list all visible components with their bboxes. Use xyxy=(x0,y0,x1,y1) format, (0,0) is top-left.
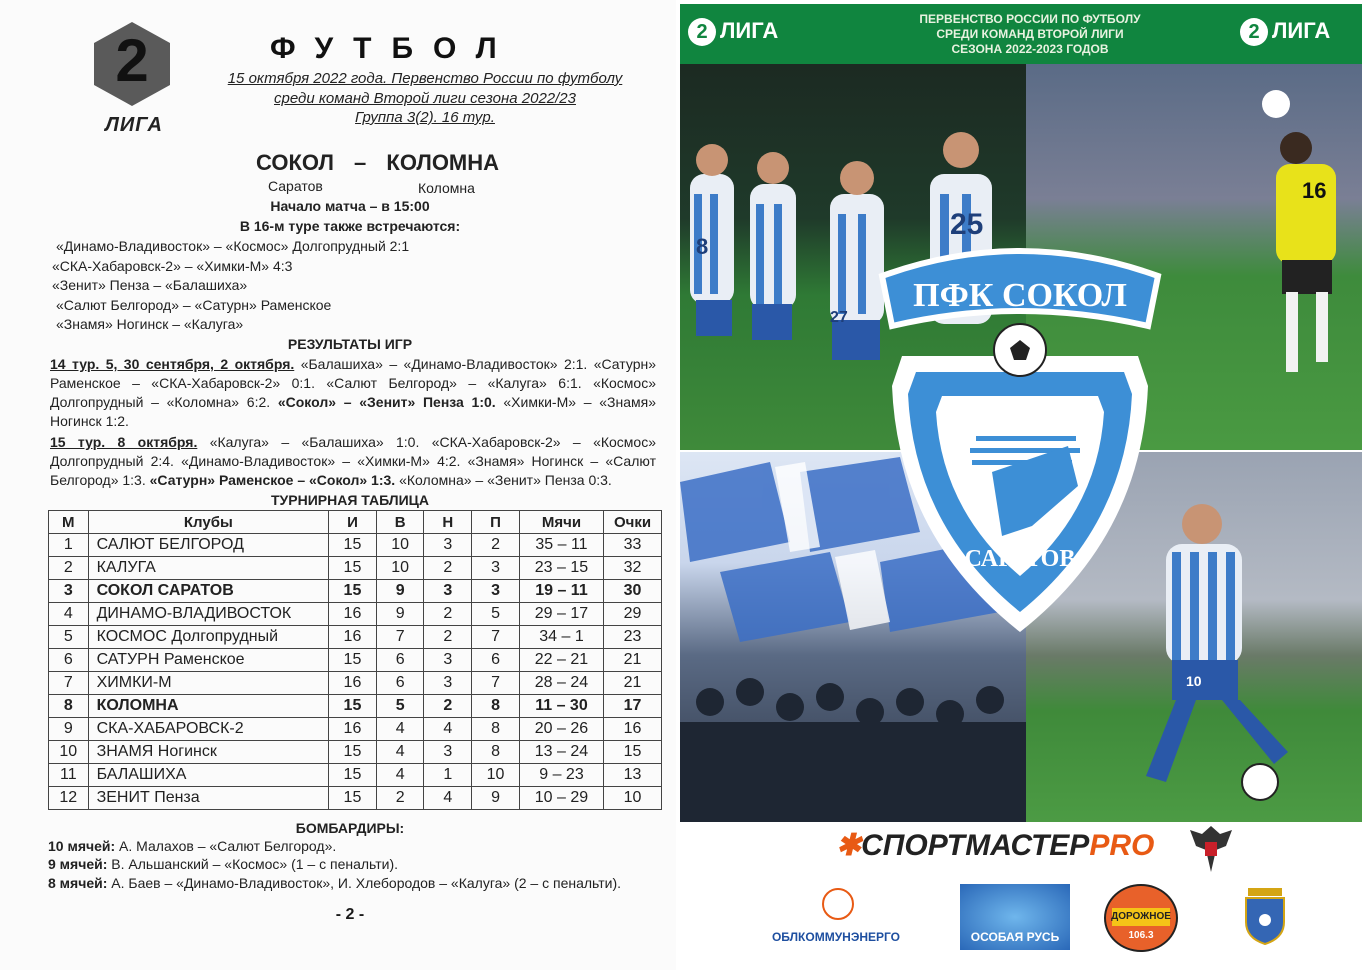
results-title: РЕЗУЛЬТАТЫ ИГР xyxy=(287,336,413,352)
scorer-head: 10 мячей: xyxy=(48,838,116,854)
round-15-text: «Калуга» – «Балашиха» 1:0. «СКА-Хабаровск-2» – «Космос» Долгопрудный 2:4. «Динамо-Владивосток» – «Химки-М» 4:2. «Знамя» Ногинск – «Салют Белгород» 1:3. xyxy=(50,434,656,488)
table-cell: 4 xyxy=(376,764,424,787)
banner-text-line: ПЕРВЕНСТВО РОССИИ ПО ФУТБОЛУ xyxy=(919,12,1141,26)
table-cell: 10 xyxy=(49,741,89,764)
table-cell: 1 xyxy=(424,764,472,787)
away-city: Коломна xyxy=(418,180,475,196)
kickoff-time: Начало матча – в 15:00 xyxy=(270,198,430,214)
table-cell: 15 xyxy=(329,557,377,580)
table-cell: 5 xyxy=(472,603,520,626)
home-team: СОКОЛ xyxy=(256,150,334,175)
table-cell: 2 xyxy=(49,557,89,580)
table-cell: 13 – 24 xyxy=(519,741,603,764)
match-title xyxy=(256,150,499,176)
table-cell: 7 xyxy=(472,626,520,649)
table-cell: 6 xyxy=(472,649,520,672)
table-cell: 10 xyxy=(376,534,424,557)
club-cell: БАЛАШИХА xyxy=(88,764,329,787)
sportmaster-pro-logo xyxy=(836,828,1154,863)
table-cell: 23 xyxy=(604,626,662,649)
standings-table xyxy=(48,510,662,810)
table-cell: 6 xyxy=(376,672,424,695)
table-cell: 4 xyxy=(49,603,89,626)
table-cell: 3 xyxy=(472,557,520,580)
table-cell: 15 xyxy=(329,649,377,672)
table-cell: 23 – 15 xyxy=(519,557,603,580)
table-cell: 16 xyxy=(329,626,377,649)
col-header: В xyxy=(376,511,424,534)
banner-text-line: СЕЗОНА 2022-2023 ГОДОВ xyxy=(951,42,1109,56)
table-cell: 5 xyxy=(49,626,89,649)
table-row xyxy=(49,672,662,695)
table-cell: 13 xyxy=(604,764,662,787)
club-cell: КАЛУГА xyxy=(88,557,329,580)
table-cell: 3 xyxy=(424,672,472,695)
table-cell: 5 xyxy=(376,695,424,718)
table-cell: 4 xyxy=(424,718,472,741)
table-cell: 33 xyxy=(604,534,662,557)
table-cell: 12 xyxy=(49,787,89,810)
table-cell: 3 xyxy=(424,649,472,672)
also-match: «Знамя» Ногинск – «Калуга» xyxy=(56,316,244,332)
table-cell: 29 xyxy=(604,603,662,626)
table-cell: 4 xyxy=(424,787,472,810)
sponsor-main-name: СПОРТМАСТЕР xyxy=(861,829,1090,862)
table-cell: 3 xyxy=(424,534,472,557)
round-15-text: «Коломна» – «Зенит» Пенза 0:3. xyxy=(395,472,612,488)
round-15-bold: «Сатурн» Раменское – «Сокол» 1:3. xyxy=(149,472,396,488)
banner-text-line: СРЕДИ КОМАНД ВТОРОЙ ЛИГИ xyxy=(936,27,1124,41)
table-cell: 3 xyxy=(472,580,520,603)
table-cell: 16 xyxy=(329,672,377,695)
left-page xyxy=(0,0,676,970)
table-cell: 34 – 1 xyxy=(519,626,603,649)
table-cell: 3 xyxy=(49,580,89,603)
dorozhnoe-radio-logo xyxy=(1104,884,1178,952)
table-cell: 3 xyxy=(424,741,472,764)
table-cell: 1 xyxy=(49,534,89,557)
banner-logo-right xyxy=(1240,18,1330,46)
osobaya-rus-logo xyxy=(960,884,1070,950)
table-cell: 10 xyxy=(472,764,520,787)
banner-logo-word: ЛИГА xyxy=(720,18,779,43)
table-cell: 29 – 17 xyxy=(519,603,603,626)
table-cell: 20 – 26 xyxy=(519,718,603,741)
club-cell: СОКОЛ САРАТОВ xyxy=(88,580,329,603)
table-cell: 11 xyxy=(49,764,89,787)
round-14-results xyxy=(50,355,656,431)
table-row xyxy=(49,603,662,626)
col-header: Н xyxy=(424,511,472,534)
table-row xyxy=(49,695,662,718)
crest-bottom-text: САРАТОВ xyxy=(964,546,1076,572)
scorer-line xyxy=(48,874,656,892)
jersey-number: 16 xyxy=(1302,178,1327,203)
table-row xyxy=(49,534,662,557)
league-2-logo xyxy=(90,22,178,142)
table-title: ТУРНИРНАЯ ТАБЛИЦА xyxy=(271,492,429,508)
also-match: «Зенит» Пенза – «Балашиха» xyxy=(52,277,248,293)
table-cell: 30 xyxy=(604,580,662,603)
table-row xyxy=(49,787,662,810)
saratov-coat-of-arms-icon xyxy=(1240,882,1290,946)
round-14-head: 14 тур. 5, 30 сентября, 2 октября. xyxy=(50,356,295,372)
col-header: Очки xyxy=(604,511,662,534)
table-cell: 4 xyxy=(376,718,424,741)
table-cell: 19 – 11 xyxy=(519,580,603,603)
club-cell: ХИМКИ-М xyxy=(88,672,329,695)
subtitle-line: Группа 3(2). 16 тур. xyxy=(355,109,495,126)
table-cell: 35 – 11 xyxy=(519,534,603,557)
table-cell: 7 xyxy=(49,672,89,695)
table-row xyxy=(49,741,662,764)
table-cell: 10 xyxy=(604,787,662,810)
banner-logo-left xyxy=(688,18,778,46)
col-header: Мячи xyxy=(519,511,603,534)
round-14-bold: «Сокол» – «Зенит» Пенза 1:0. xyxy=(277,394,496,410)
sponsor-name: ДОРОЖНОЕ xyxy=(1111,911,1171,922)
table-cell: 15 xyxy=(604,741,662,764)
table-cell: 8 xyxy=(472,718,520,741)
round-15-results xyxy=(50,433,656,490)
sokol-club-crest xyxy=(872,236,1168,636)
table-cell: 32 xyxy=(604,557,662,580)
table-cell: 6 xyxy=(49,649,89,672)
col-header: П xyxy=(472,511,520,534)
sponsor-main-pro: PRO xyxy=(1089,829,1155,862)
table-cell: 22 – 21 xyxy=(519,649,603,672)
match-dash: – xyxy=(354,150,367,175)
also-title: В 16-м туре также встречаются: xyxy=(239,218,461,234)
table-header-row xyxy=(49,511,662,534)
subtitle-line: 15 октября 2022 года. Первенство России по футболу xyxy=(227,70,623,87)
banner-text xyxy=(880,12,1180,57)
league-banner xyxy=(680,4,1362,64)
home-city: Саратов xyxy=(268,178,323,194)
round-15-head: 15 тур. 8 октября. xyxy=(50,434,198,450)
club-cell: СКА-ХАБАРОВСК-2 xyxy=(88,718,329,741)
sponsor-frequency: 106.3 xyxy=(1128,930,1154,941)
table-cell: 21 xyxy=(604,649,662,672)
table-cell: 2 xyxy=(424,695,472,718)
table-cell: 16 xyxy=(329,603,377,626)
table-cell: 2 xyxy=(424,626,472,649)
table-row xyxy=(49,626,662,649)
table-cell: 10 – 29 xyxy=(519,787,603,810)
table-cell: 6 xyxy=(376,649,424,672)
table-cell: 3 xyxy=(424,580,472,603)
oke-circle-icon xyxy=(822,888,854,920)
scorer-line xyxy=(48,856,656,872)
also-match: «Динамо-Владивосток» – «Космос» Долгопрудный 2:1 xyxy=(56,238,410,254)
scorer-text: В. Альшанский – «Космос» (1 – с пенальти). xyxy=(107,856,399,872)
scorer-head: 9 мячей: xyxy=(48,856,108,872)
table-cell: 8 xyxy=(472,695,520,718)
table-row xyxy=(49,764,662,787)
club-cell: ЗНАМЯ Ногинск xyxy=(88,741,329,764)
jersey-number: 8 xyxy=(696,234,709,259)
sponsor-name: ОСОБАЯ РУСЬ xyxy=(970,930,1060,944)
table-cell: 10 xyxy=(376,557,424,580)
also-match: «Салют Белгород» – «Сатурн» Раменское xyxy=(56,297,332,313)
banner-logo-number: 2 xyxy=(1240,18,1268,46)
club-cell: САЛЮТ БЕЛГОРОД xyxy=(88,534,329,557)
col-header: М xyxy=(49,511,89,534)
scorer-head: 8 мячей: xyxy=(48,875,108,891)
scorer-line xyxy=(48,838,656,854)
jersey-number: 25 xyxy=(950,208,984,241)
crest-top-text: ПФК СОКОЛ xyxy=(913,277,1127,314)
table-cell: 7 xyxy=(376,626,424,649)
jersey-number: 10 xyxy=(1186,673,1202,689)
table-cell: 11 – 30 xyxy=(519,695,603,718)
table-cell: 9 xyxy=(376,603,424,626)
sponsor-name: ОБЛКОММУНЭНЕРГО xyxy=(771,930,901,944)
col-header: Клубы xyxy=(88,511,329,534)
table-cell: 2 xyxy=(472,534,520,557)
table-cell: 17 xyxy=(604,695,662,718)
right-page xyxy=(676,0,1366,970)
runner-icon: ✱ xyxy=(836,829,862,862)
scorer-text: А. Баев – «Динамо-Владивосток», И. Хлебородов – «Калуга» (2 – с пенальти). xyxy=(107,875,622,891)
club-cell: ДИНАМО-ВЛАДИВОСТОК xyxy=(88,603,329,626)
round-14-text: «Химки-М» – «Знамя» Ногинск 1:2. xyxy=(50,394,656,429)
table-row xyxy=(49,718,662,741)
rfs-eagle-emblem-icon xyxy=(1186,822,1236,878)
table-cell: 9 xyxy=(376,580,424,603)
table-cell: 15 xyxy=(329,787,377,810)
table-cell: 28 – 24 xyxy=(519,672,603,695)
table-cell: 8 xyxy=(49,695,89,718)
table-cell: 9 – 23 xyxy=(519,764,603,787)
table-cell: 7 xyxy=(472,672,520,695)
table-cell: 8 xyxy=(472,741,520,764)
table-row xyxy=(49,580,662,603)
subtitle-line: среди команд Второй лиги сезона 2022/23 xyxy=(274,90,576,107)
table-cell: 15 xyxy=(329,695,377,718)
table-cell: 4 xyxy=(376,741,424,764)
table-row xyxy=(49,557,662,580)
table-cell: 2 xyxy=(424,603,472,626)
col-header: И xyxy=(329,511,377,534)
round-14-text: «Балашиха» – «Динамо-Владивосток» 2:1. «Сатурн» Раменское – «СКА-Хабаровск-2» 0:1. «Салют Белгород» – «Калуга» 6:1. «Космос» Долгопрудный – «Коломна» 6:2. xyxy=(50,356,656,410)
league-logo-word: ЛИГА xyxy=(105,114,163,136)
table-cell: 15 xyxy=(329,580,377,603)
table-row xyxy=(49,649,662,672)
club-cell: САТУРН Раменское xyxy=(88,649,329,672)
page-title: ФУТБОЛ xyxy=(270,32,517,65)
table-cell: 2 xyxy=(424,557,472,580)
scorers-title: БОМБАРДИРЫ: xyxy=(295,820,405,836)
also-match: «СКА-Хабаровск-2» – «Химки-М» 4:3 xyxy=(52,258,293,274)
club-cell: КОЛОМНА xyxy=(88,695,329,718)
club-cell: ЗЕНИТ Пенза xyxy=(88,787,329,810)
table-cell: 9 xyxy=(49,718,89,741)
table-cell: 16 xyxy=(604,718,662,741)
table-cell: 2 xyxy=(376,787,424,810)
table-cell: 15 xyxy=(329,534,377,557)
away-team: КОЛОМНА xyxy=(386,150,500,175)
league-logo-number: 2 xyxy=(115,27,149,94)
scorer-text: А. Малахов – «Салют Белгород». xyxy=(115,838,337,854)
table-cell: 21 xyxy=(604,672,662,695)
table-cell: 15 xyxy=(329,741,377,764)
table-cell: 15 xyxy=(329,764,377,787)
banner-logo-number: 2 xyxy=(688,18,716,46)
oblkommunenergo-logo xyxy=(766,884,906,950)
banner-logo-word: ЛИГА xyxy=(1272,18,1331,43)
jersey-number: 27 xyxy=(830,309,848,326)
table-cell: 16 xyxy=(329,718,377,741)
club-cell: КОСМОС Долгопрудный xyxy=(88,626,329,649)
page-number: - 2 - xyxy=(335,906,365,923)
table-cell: 9 xyxy=(472,787,520,810)
